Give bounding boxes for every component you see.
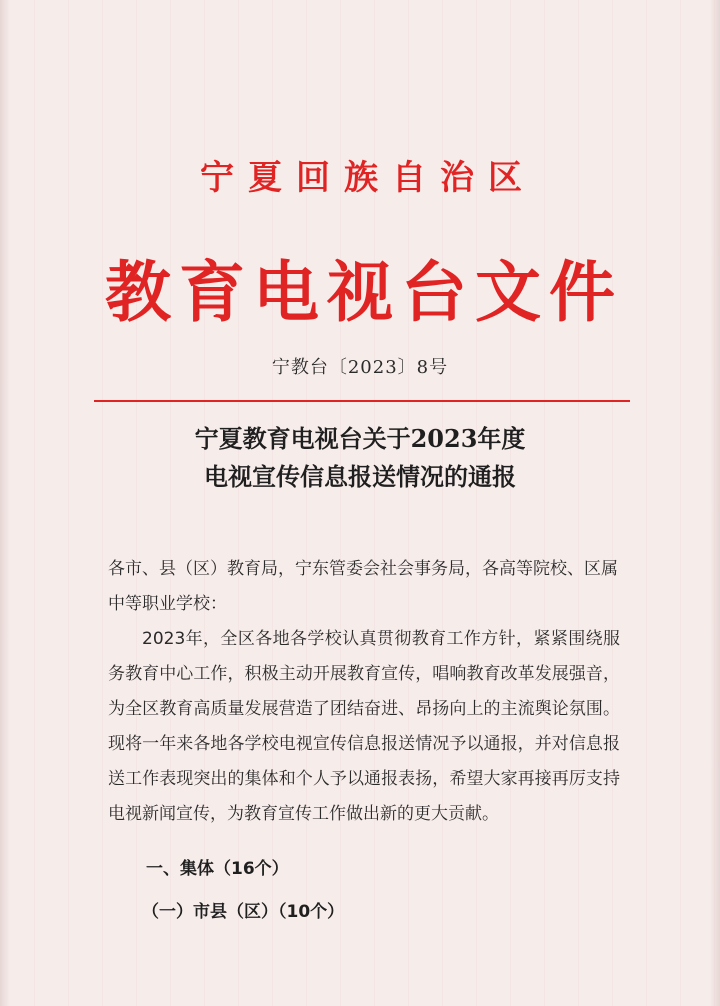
body-paragraph: 2023年，全区各地各学校认真贯彻教育工作方针，紧紧围绕服务教育中心工作，积极主动开展教育宣传，唱响教育改革发展强音，为全区教育高质量发展营造了团结奋进、昂扬向上的主流舆论氛围。现将一年来各地各学校电视宣传信息报送情况予以通报，并对信息报送工作表现突出的集体和个人予以通报表扬，希望大家再接再厉支持电视新闻宣传，为教育宣传工作做出新的更大贡献。 [108, 629, 620, 824]
document-number: 宁教台〔2023〕8号 [271, 357, 449, 378]
page-edge-shadow-right [710, 0, 720, 1006]
subsection-heading: （一）市县（区）（10个） [142, 902, 345, 922]
title-line-1: 宁夏教育电视台关于2023年度 [194, 424, 526, 453]
document-type-heading: 教育电视台文件 [105, 253, 623, 331]
issuing-organization: 宁夏回族自治区 [200, 158, 536, 198]
salutation: 各市、县（区）教育局，宁东管委会社会事务局，各高等院校、区属中等职业学校： [108, 559, 618, 614]
section-heading: 一、集体（16个） [146, 859, 289, 879]
red-divider-line [94, 400, 630, 402]
document-body [108, 552, 620, 832]
document-title [0, 420, 720, 496]
page-edge-shadow-left [0, 0, 10, 1006]
title-line-2: 电视宣传信息报送情况的通报 [204, 462, 516, 491]
